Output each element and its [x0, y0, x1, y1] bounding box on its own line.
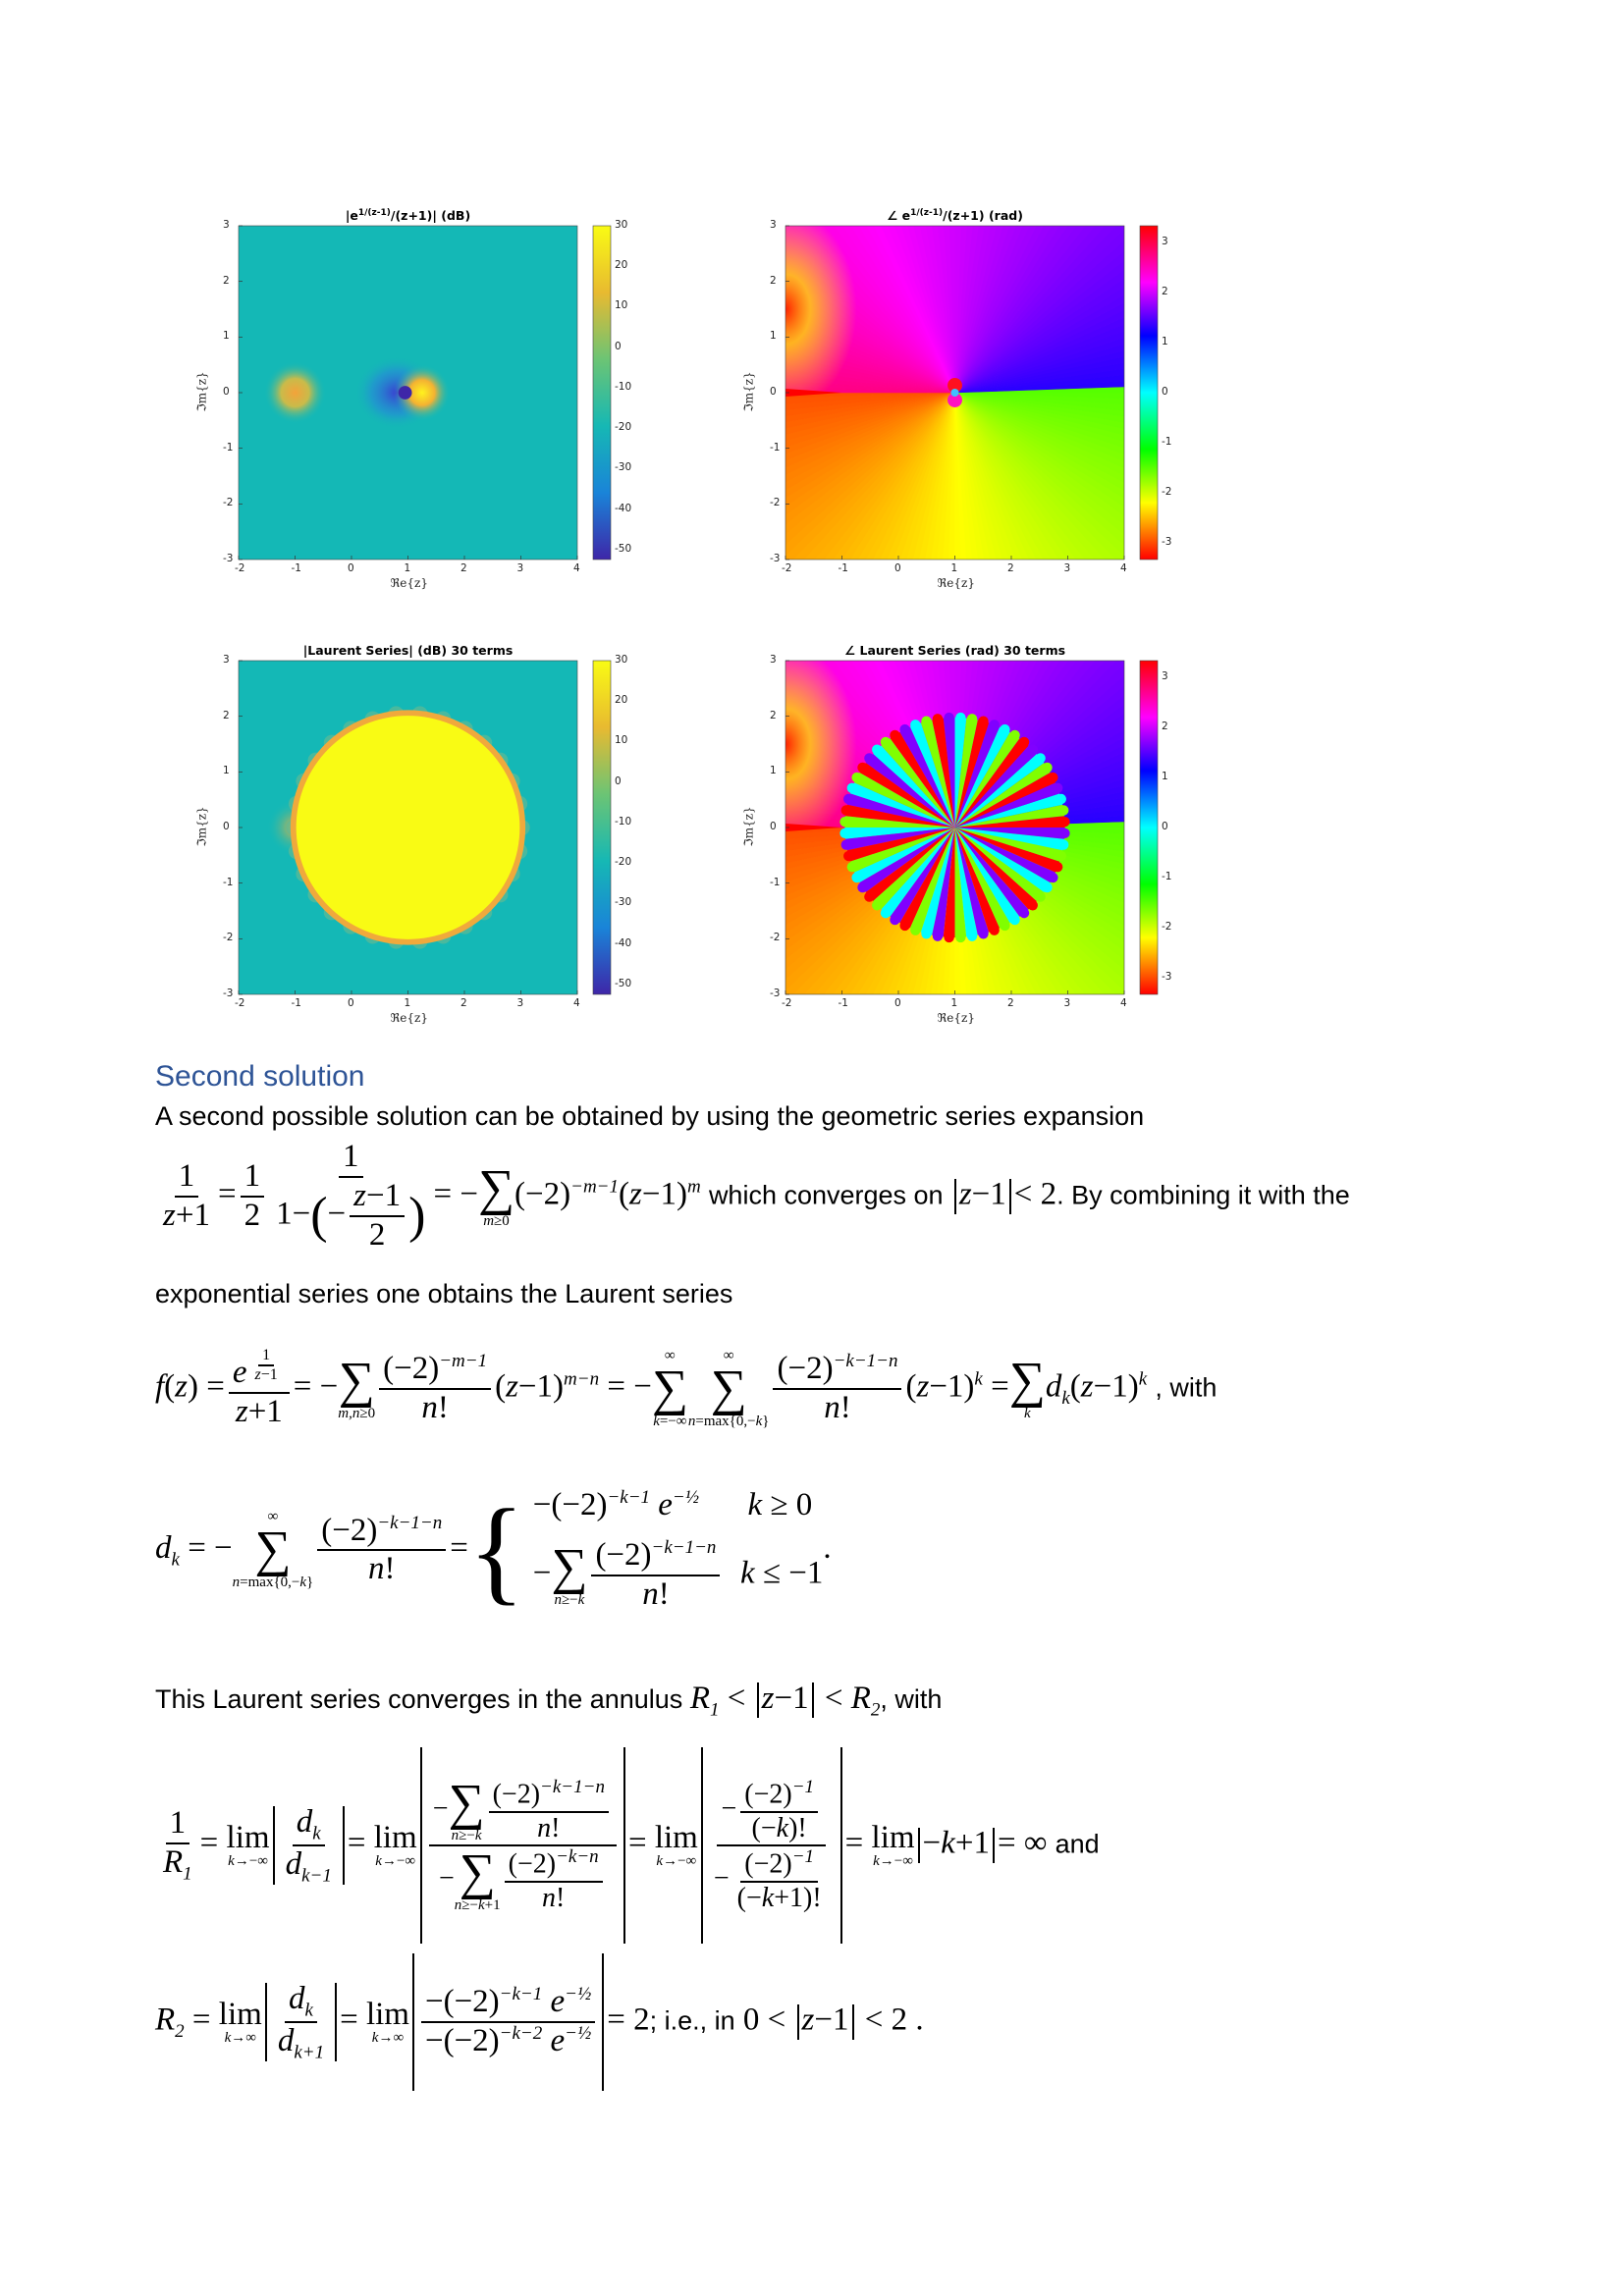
y-tick-label: 2: [223, 274, 230, 287]
colorbar-tick-label: -2: [1162, 921, 1172, 933]
y-axis-label: ℑm{z}: [741, 806, 756, 847]
colorbar-tick-label: 0: [1162, 821, 1168, 832]
x-tick-label: 2: [460, 562, 467, 574]
x-tick-label: 2: [460, 997, 467, 1009]
section-heading: Second solution: [155, 1060, 365, 1093]
plot-title: $|e^{1/(z-1)}/(z+1)|$ (dB): [345, 208, 471, 224]
y-tick-label: -3: [770, 988, 781, 999]
colorbar-tick-label: -50: [615, 542, 632, 555]
x-tick-label: -2: [782, 562, 792, 574]
x-tick-label: 0: [348, 562, 354, 574]
colorbar-tick-label: 2: [1162, 286, 1168, 297]
y-tick-label: -2: [223, 497, 234, 509]
y-tick-label: 2: [770, 274, 777, 287]
y-tick-label: 3: [770, 219, 777, 231]
y-tick-label: 0: [770, 386, 777, 398]
x-tick-label: 4: [1120, 562, 1127, 574]
colorbar-tick-label: -3: [1162, 971, 1172, 983]
y-tick-label: -3: [223, 553, 234, 564]
colorbar-tick-label: 1: [1162, 336, 1168, 347]
and-text: and: [1055, 1829, 1100, 1859]
y-tick-label: -1: [770, 876, 781, 888]
y-tick-label: 1: [770, 765, 777, 777]
y-axis-label: ℑm{z}: [194, 371, 209, 412]
colorbar-tick-label: 20: [615, 259, 628, 272]
x-tick-label: 0: [894, 562, 901, 574]
equation-R2: $R_2$ = lim k→∞ $\frac{d_k}{d_{k+1}}$ = lim k→∞ $\frac{-(-2)^{-k-1} e^{-\frac{1}{2}}}{-(-2)^{-k-2} e^{-\frac{1}{2}}}$ = 2; i.e., in 0 < z−1 < 2 .: [155, 1953, 924, 2091]
colorbar-tick-label: 2: [1162, 721, 1168, 732]
x-tick-label: 4: [1120, 997, 1127, 1009]
y-axis-label: ℑm{z}: [194, 806, 209, 847]
y-tick-label: 1: [223, 765, 230, 777]
y-tick-label: -2: [770, 497, 781, 509]
x-tick-label: 1: [950, 562, 958, 574]
colorbar-tick-label: 30: [615, 219, 628, 231]
colorbar-tick-label: -40: [615, 502, 632, 514]
y-tick-label: -1: [223, 876, 234, 888]
colorbar-tick-label: 3: [1162, 670, 1168, 682]
paragraph-2: exponential series one obtains the Laurent series: [155, 1279, 733, 1308]
colorbar-tick-label: 20: [615, 694, 628, 707]
x-axis-label: ℜe{z}: [390, 576, 428, 590]
equation-dk: $d_k$ = − ∞ ∑ n=max{0,−k} $\frac{(-2)^{-k-1-n}}{n!}$ ={ $-(-2)^{-k-1}$ $e^{-\frac{1}{2}}$ k ≥ 0 − ∑ n≥−k $\frac{(-2)^{-k-1-n}}{n!}$ k ≤ −1 .: [155, 1484, 832, 1616]
equation-geometric: $\frac{1}{z+1}$ = $\frac{1}{2}$ 1 1−(− $\frac{z-1}{2}$ ) = − ∑ m≥0 $(-2)^{-m-1}(z-1)^m$ which converges on z−1 < 2. By combining it with the: [163, 1139, 1350, 1253]
y-tick-label: 1: [223, 330, 230, 343]
x-tick-label: 3: [516, 997, 524, 1009]
colorbar-tick-label: -1: [1162, 871, 1172, 882]
paragraph-1: A second possible solution can be obtained by using the geometric series expansion: [155, 1101, 1145, 1131]
y-tick-label: -2: [223, 932, 234, 944]
colorbar-tick-label: 10: [615, 734, 628, 747]
y-tick-label: 3: [223, 219, 230, 231]
y-tick-label: -3: [223, 988, 234, 999]
colorbar: [1140, 661, 1158, 994]
x-tick-label: 4: [573, 562, 580, 574]
y-tick-label: 3: [223, 654, 230, 666]
x-tick-label: 3: [1063, 997, 1071, 1009]
x-tick-label: 1: [950, 997, 958, 1009]
x-tick-label: 3: [516, 562, 524, 574]
colorbar-tick-label: -30: [615, 896, 632, 909]
equation-R1: $\frac{1}{R_1}$ = lim k→−∞ $\frac{d_k}{d_{k-1}}$ = lim k→−∞ − ∑ n≥−k $\frac{(-2)^{-k-1-n}}{n!}$ − ∑ n≥−k+1 $\frac{(-2)^{-k-n}}{n!}$ = lim k→−∞ − $\frac{(-2)^{-1}}{(-k)!}$ − $\frac{(-2)^{-1}}{(-k+1)!}$ = lim k→−∞ −k+1 = ∞ and: [155, 1747, 1100, 1944]
x-tick-label: -1: [291, 997, 301, 1009]
colorbar-tick-label: -1: [1162, 436, 1172, 448]
x-tick-label: 2: [1007, 562, 1014, 574]
colorbar-tick-label: 30: [615, 654, 628, 666]
x-tick-label: -2: [782, 997, 792, 1009]
x-tick-label: -1: [838, 562, 848, 574]
colorbar-tick-label: -20: [615, 421, 632, 434]
x-tick-label: 0: [894, 997, 901, 1009]
x-tick-label: -1: [838, 997, 848, 1009]
colorbar-tick-label: -10: [615, 815, 632, 828]
y-tick-label: 2: [223, 709, 230, 721]
plot-title: ∠ Laurent Series (rad) 30 terms: [843, 643, 1066, 658]
y-tick-label: 3: [770, 654, 777, 666]
x-tick-label: 0: [348, 997, 354, 1009]
x-tick-label: 2: [1007, 997, 1014, 1009]
x-axis-label: ℜe{z}: [937, 576, 975, 590]
x-tick-label: -1: [291, 562, 301, 574]
y-tick-label: 0: [770, 821, 777, 832]
y-tick-label: 0: [223, 821, 230, 832]
plot-canvas-4: [0, 0, 1624, 1080]
colorbar-tick-label: 1: [1162, 771, 1168, 782]
ie-text: ; i.e., in: [649, 2005, 735, 2036]
equation-laurent: f(z) = e $^{\frac{1}{z-1}}$ z+1 = − ∑ m,n≥0 $\frac{(-2)^{-m-1}}{n!}$ $(z-1)^{m-n}$ = − ∞ ∑ k=−∞ ∞ ∑ n=max{0,−k} $\frac{(-2)^{-k-1-n}}{n!}$ $(z-1)^k$ = ∑ k $d_k(z-1)^k$ , with: [155, 1347, 1218, 1429]
paragraph-3: This Laurent series converges in the annulus $R_1 < z-1 < R_2$, with: [155, 1681, 943, 1721]
x-tick-label: -2: [235, 562, 245, 574]
y-tick-label: 1: [770, 330, 777, 343]
y-tick-label: 2: [770, 709, 777, 721]
plot-title: ∠ $e^{1/(z-1)}/(z+1)$ (rad): [887, 208, 1023, 224]
y-tick-label: -1: [223, 441, 234, 454]
colorbar-tick-label: 10: [615, 299, 628, 312]
colorbar-tick-label: -40: [615, 936, 632, 949]
colorbar-tick-label: 0: [615, 774, 622, 787]
colorbar-tick-label: -20: [615, 856, 632, 869]
converges-text: which converges on: [708, 1180, 944, 1210]
x-tick-label: -2: [235, 997, 245, 1009]
colorbar-tick-label: 0: [615, 340, 622, 352]
x-tick-label: 3: [1063, 562, 1071, 574]
colorbar-tick-label: 0: [1162, 386, 1168, 398]
colorbar-tick-label: -2: [1162, 486, 1172, 498]
x-axis-label: ℜe{z}: [390, 1011, 428, 1025]
y-tick-label: -1: [770, 441, 781, 454]
y-tick-label: -2: [770, 932, 781, 944]
combining-text: . By combining it with the: [1056, 1180, 1350, 1210]
y-tick-label: -3: [770, 553, 781, 564]
with-text-1: , with: [1155, 1372, 1218, 1403]
x-tick-label: 1: [404, 997, 411, 1009]
colorbar-tick-label: -10: [615, 380, 632, 393]
x-axis-label: ℜe{z}: [937, 1011, 975, 1025]
y-axis-label: ℑm{z}: [741, 371, 756, 412]
colorbar-tick-label: -3: [1162, 536, 1172, 548]
x-tick-label: 1: [404, 562, 411, 574]
colorbar-tick-label: -50: [615, 977, 632, 989]
colorbar-tick-label: -30: [615, 461, 632, 474]
plot-title: |Laurent Series| (dB) 30 terms: [302, 643, 514, 658]
colorbar-tick-label: 3: [1162, 236, 1168, 247]
x-tick-label: 4: [573, 997, 580, 1009]
y-tick-label: 0: [223, 386, 230, 398]
